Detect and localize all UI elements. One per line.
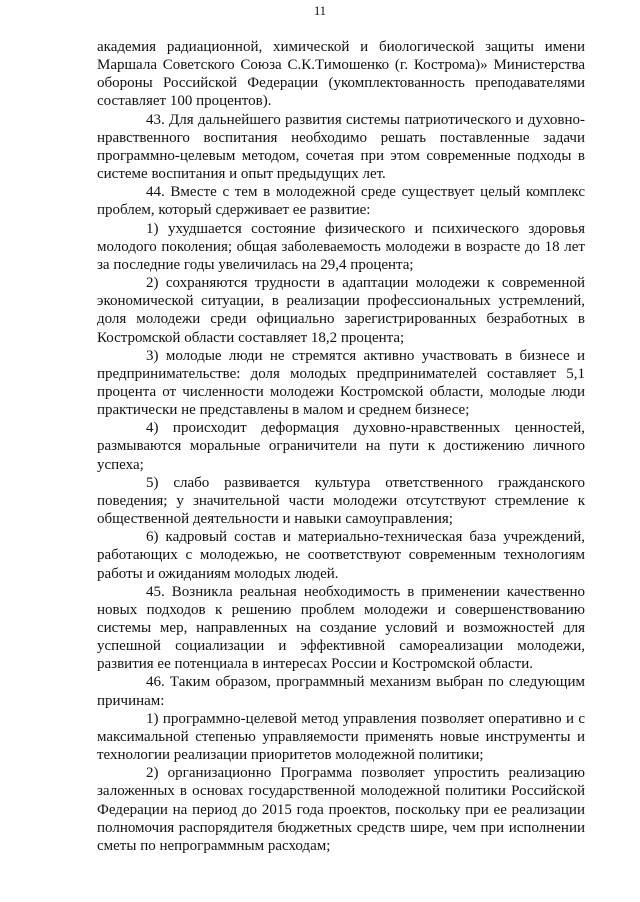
document-body [97,38,585,855]
list-item-44-2: 2) сохраняются трудности в адаптации молодежи к современной экономической ситуации, в реализации профессиональных устремлений, доля молодежи среди официально зарегистрированных безработных в Костромской области составляет 18,2 процента; [97,275,585,346]
paragraph-43: 43. Для дальнейшего развития системы патриотического и духовно-нравственного воспитания необходимо решать поставленные задачи программно-целевым методом, сочетая при этом современные подходы в системе воспитания и опыт предыдущих лет. [97,111,585,183]
page-number: 11 [313,4,327,18]
list-item-44-1: 1) ухудшается состояние физического и психического здоровья молодого поколения; общая заболеваемость молодежи в возрасте до 18 лет за последние годы увеличилась на 29,4 процента; [97,220,585,273]
list-item-44-5: 5) слабо развивается культура ответственного гражданского поведения; у значительной части молодежи отсутствуют стремление к общественной деятельности и навыки самоуправления; [97,474,585,528]
list-item-44-3: 3) молодые люди не стремятся активно участвовать в бизнесе и предпринимательстве: доля молодых предпринимателей составляет 5,1 процента от численности молодежи Костромской области, молодые люди практически не представлены в малом и среднем бизнесе; [97,347,585,419]
paragraph-44: 44. Вместе с тем в молодежной среде существует целый комплекс проблем, который сдерживает ее развитие: [97,184,585,219]
paragraph-45: 45. Возникла реальная необходимость в применении качественно новых подходов к решению проблем молодежи и совершенствованию системы мер, направленных на создание условий и возможностей для успешной социализации и эффективной самореализации молодежи, развития ее потенциала в интересах России и Костромской области. [97,583,585,673]
list-item-46-2: 2) организационно Программа позволяет упростить реализацию заложенных в основах государственной молодежной политики Российской Федерации на период до 2015 года проектов, поскольку при ее реализации полномочия распорядителя бюджетных средств шире, чем при исполнении сметы по непрограммным расходам; [97,765,585,854]
list-item-44-4: 4) происходит деформация духовно-нравственных ценностей, размываются моральные ограничители на пути к достижению личного успеха; [97,420,585,473]
list-item-44-6: 6) кадровый состав и материально-техническая база учреждений, работающих с молодежью, не соответствуют современным технологиям работы и ожиданиям молодых людей. [97,529,585,582]
paragraph-continuation: академия радиационной, химической и биологической защиты имени Маршала Советского Союза С.К.Тимошенко (г. Кострома)» Министерства обороны Российской Федерации (укомплектованность преподавателями составляет 100 процентов). [97,39,585,110]
list-item-46-1: 1) программно-целевой метод управления позволяет оперативно и с максимальной степенью управляемости применять новые инструменты и технологии реализации приоритетов молодежной политики; [97,710,585,764]
paragraph-46: 46. Таким образом, программный механизм выбран по следующим причинам: [97,674,585,709]
